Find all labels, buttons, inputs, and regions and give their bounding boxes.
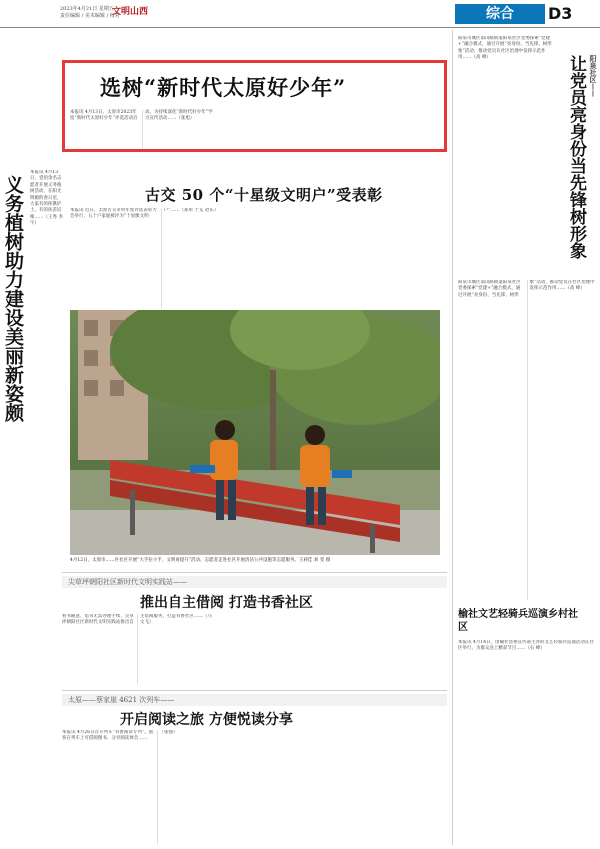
section-rule-2 [62, 690, 447, 691]
photo-illustration [70, 310, 440, 555]
column-divider [452, 30, 453, 845]
lead-body: 本报讯 4月13日，太原市2023年度“新时代太原好少年”评选活动启动。为持续深化“新时代好少年”学习宣传活动……（张旭） [70, 110, 213, 122]
section-label: 综合 [486, 6, 514, 22]
right-small-title: 榆社文艺轻骑兵巡演乡村社区 [458, 609, 578, 633]
left-article-title: 义务植树助力建设美丽新姿颇 [2, 175, 24, 422]
community-title: 推出自主借阅 打造书香社区 [140, 595, 313, 611]
brand-logo: 文明山西 [112, 7, 149, 17]
page-number: D3 [548, 4, 573, 23]
section-rule [62, 572, 447, 573]
reading-body: 本报讯 4月26日首开列车“书香阅读专列”，旅客在列车上可借阅图书、分享阅读体会……（张强） [62, 730, 178, 742]
news-photo [70, 310, 440, 555]
reading-title: 开启阅读之旅 方便悦读分享 [120, 712, 293, 728]
lead-title: 选树“新时代太原好少年” [100, 75, 347, 100]
side-article-title: 让党员亮身份当先锋树形象 [566, 55, 586, 259]
section-tag [455, 4, 545, 24]
main-article-title: 古交 50 个“十星级文明户”受表彰 [145, 186, 383, 204]
community-body: 看书随意、借书无需办理手续，尖草坪朝阳社区新时代文明实践站推出自主借阅服务，打造书香社区……（马文飞） [62, 614, 212, 626]
side-article-body: 阳泉市城区南山路街道阳泉社区党委探索“党建+”融合模式，通过开展“亮身份、当先锋、树形象”活动，推动党员在社区治理中发挥示范作用……（高 峰） [458, 36, 552, 61]
right-small-body: 本报讯 4月14日，由榆社县委宣传部主办的文艺轻骑兵巡演活动在社区举行，为群众送上精彩节目……（石 峰） [458, 640, 594, 652]
date-text: 2023年4月21日 星期五 [60, 6, 114, 12]
slogan-bar [125, 30, 340, 44]
reading-banner: 太原——蔡家崖 4621 次列车—— [62, 694, 447, 706]
editor-text: 责任编辑 / 美术编辑 / 校对 [60, 13, 120, 19]
side-article-label: 阳泉社区—— [589, 55, 598, 97]
left-article-body: 本报讯 4月13日，壹佰余名志愿者开展义务植树活动，在阳光明媚的春日里，大家有的挥锹铲土，有的扶苗培根……（王秀 李宇） [30, 170, 63, 227]
side-article-body-cont: 阳泉市城区南山路街道阳泉社区党委探索“党建+”融合模式，通过开展“亮身份、当先锋、树形象”活动，推动党员在社区治理中发挥示范作用……（高 峰） [458, 280, 595, 298]
photo-caption: 4月12日，太原市……区社区开展“大手拉小手，文明再提升”活动，志愿者走进社区开展清洁公共设施等志愿服务。王莉佳 刘 雯 摄 [70, 558, 331, 563]
main-article-body: 本报讯 近日，太原古交市村年度评选表彰大会举行，五十户家庭被评为“十星级文明户”……（郑彤 于艾 赵东） [70, 208, 219, 220]
community-banner: 尖草坪朝阳社区新时代文明实践站—— [62, 576, 447, 588]
